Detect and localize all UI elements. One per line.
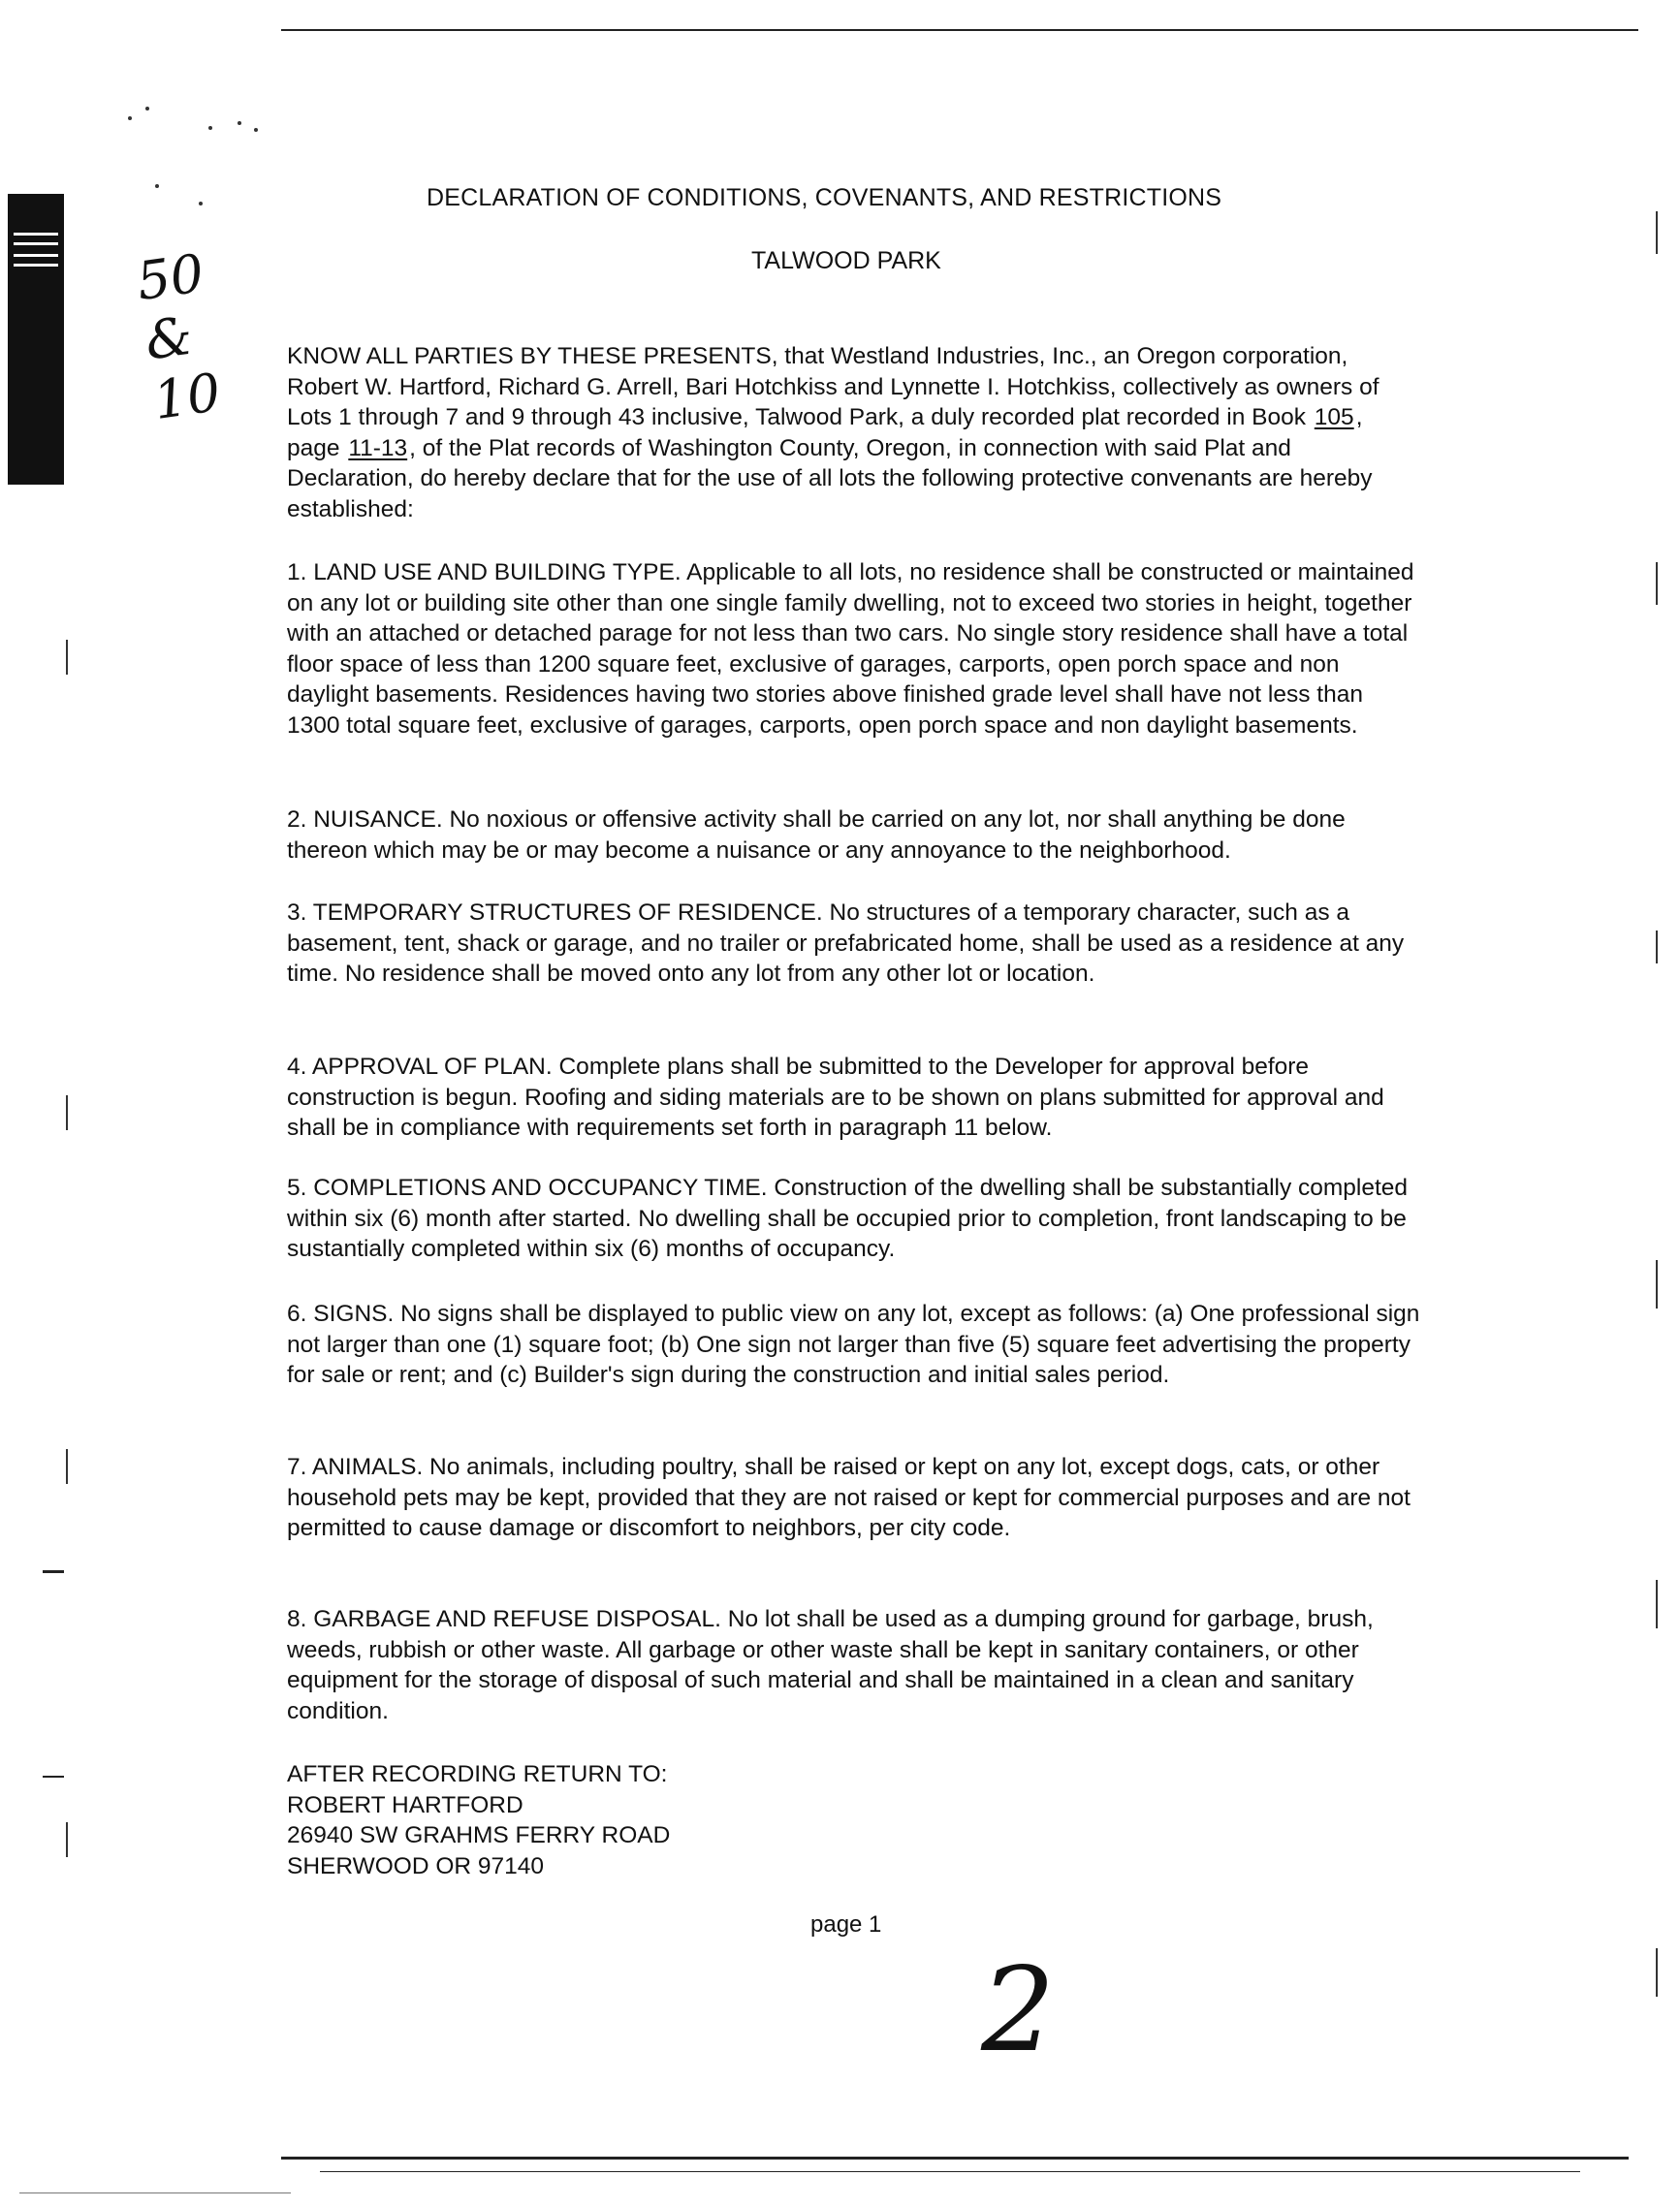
margin-mark (66, 640, 68, 675)
handwritten-page-number: 2 (981, 1943, 1056, 2078)
return-city: SHERWOOD OR 97140 (287, 1852, 545, 1879)
right-margin-mark (1656, 1260, 1658, 1309)
margin-mark (66, 1449, 68, 1484)
book-number: 105 (1314, 404, 1354, 430)
scan-speck (199, 202, 203, 205)
bottom-scan-line (281, 2157, 1629, 2160)
return-name: ROBERT HARTFORD (287, 1791, 523, 1818)
covenant-signs: 6. SIGNS. No signs shall be displayed to public view on any lot, except as follows: (a) One professional sign not larger than one (1) square foot; (b) One sign not larger than five (5) square feet advertising the property for sale or rent; and (c) Builder's sign during the construction and initial sales period. (287, 1301, 1420, 1388)
right-margin-mark (1656, 1580, 1658, 1628)
covenant-animals: 7. ANIMALS. No animals, including poultry, shall be raised or kept on any lot, except dogs, cats, or other household pets may be kept, provided that they are not raised or kept for commercial purposes and are not permitted to cause damage or discomfort to neighbors, per city code. (287, 1454, 1411, 1541)
top-scan-line (281, 29, 1638, 31)
margin-mark (66, 1822, 68, 1857)
right-margin-mark (1656, 931, 1658, 963)
covenant-temporary-structures: 3. TEMPORARY STRUCTURES OF RESIDENCE. No structures of a temporary character, such as a basement, tent, shack or garage, and no trailer or prefabricated home, shall be used as a residence at any time. No residence shall be moved onto any lot from any other lot or location. (287, 899, 1405, 987)
return-address-block (287, 1759, 1421, 1881)
bottom-scan-line (320, 2171, 1580, 2172)
scan-speck (128, 116, 132, 120)
right-margin-mark (1656, 562, 1658, 605)
return-heading: AFTER RECORDING RETURN TO: (287, 1761, 668, 1787)
margin-mark (66, 1095, 68, 1130)
scan-speck (155, 184, 159, 188)
covenant-completion-time: 5. COMPLETIONS AND OCCUPANCY TIME. Construction of the dwelling shall be substantially completed within six (6) month after started. No dwelling shall be occupied prior to completion, front landscaping to be sustantially completed within six (6) months of occupancy. (287, 1175, 1409, 1262)
bottom-scan-line (19, 2192, 291, 2193)
covenant-garbage-disposal: 8. GARBAGE AND REFUSE DISPOSAL. No lot shall be used as a dumping ground for garbage, brush, weeds, rubbish or other waste. All garbage or other waste shall be kept in sanitary containers, or other equipment for the storage of disposal of such material and shall be maintained in a clean and sanitary condition. (287, 1606, 1374, 1724)
intro-paragraph (287, 341, 1421, 524)
page-label: page 1 (810, 1911, 882, 1938)
right-margin-mark (1656, 1948, 1658, 1997)
margin-dash (43, 1570, 64, 1573)
scan-speck (208, 126, 212, 130)
intro-text: KNOW ALL PARTIES BY THESE PRESENTS, that Westland Industries, Inc., an Oregon corporation, Robert W. Hartford, Richard G. Arrell, Bari Hotchkiss and Lynnette I. Hotchkiss, collectively as owners of Lots 1 through 7 and 9 through 43 inclusive, Talwood Park, a duly recorded plat recorded in Book (287, 343, 1379, 430)
intro-text: , page (287, 404, 1363, 461)
scan-speck (145, 107, 149, 110)
intro-text: , of the Plat records of Washington County, Oregon, in connection with said Plat and Declaration, do hereby declare that for the use of all lots the following protective convenants are hereby established: (287, 434, 1373, 522)
scan-speck (254, 128, 258, 132)
scan-speck (238, 121, 241, 125)
covenant-nuisance: 2. NUISANCE. No noxious or offensive activity shall be carried on any lot, nor shall anything be done thereon which may be or may become a nuisance or any annoyance to the neighborhood. (287, 806, 1346, 864)
handwritten-margin-note: 50 & 10 (133, 242, 225, 431)
margin-dash (43, 1776, 64, 1778)
right-margin-mark (1656, 211, 1658, 254)
covenant-land-use: 1. LAND USE AND BUILDING TYPE. Applicable to all lots, no residence shall be constructed or maintained on any lot or building site other than one single family dwelling, not to exceed two stories in height, together with an attached or detached parage for not less than two cars. No single story residence shall have a total floor space of less than 1200 square feet, exclusive of garages, carports, open porch space and non daylight basements. Residences having two stories above finished grade level shall have not less than 1300 total square feet, exclusive of garages, carports, open porch space and non daylight basements. (287, 559, 1414, 739)
document-title: DECLARATION OF CONDITIONS, COVENANTS, AND RESTRICTIONS (427, 184, 1222, 211)
return-street: 26940 SW GRAHMS FERRY ROAD (287, 1822, 671, 1848)
page-range: 11-13 (348, 434, 408, 461)
document-subtitle: TALWOOD PARK (751, 247, 941, 274)
covenant-approval-of-plan: 4. APPROVAL OF PLAN. Complete plans shall be submitted to the Developer for approval before construction is begun. Roofing and siding materials are to be shown on plans submitted for approval and shall be in compliance with requirements set forth in paragraph 11 below. (287, 1054, 1384, 1141)
scan-edge-bar (8, 194, 64, 485)
